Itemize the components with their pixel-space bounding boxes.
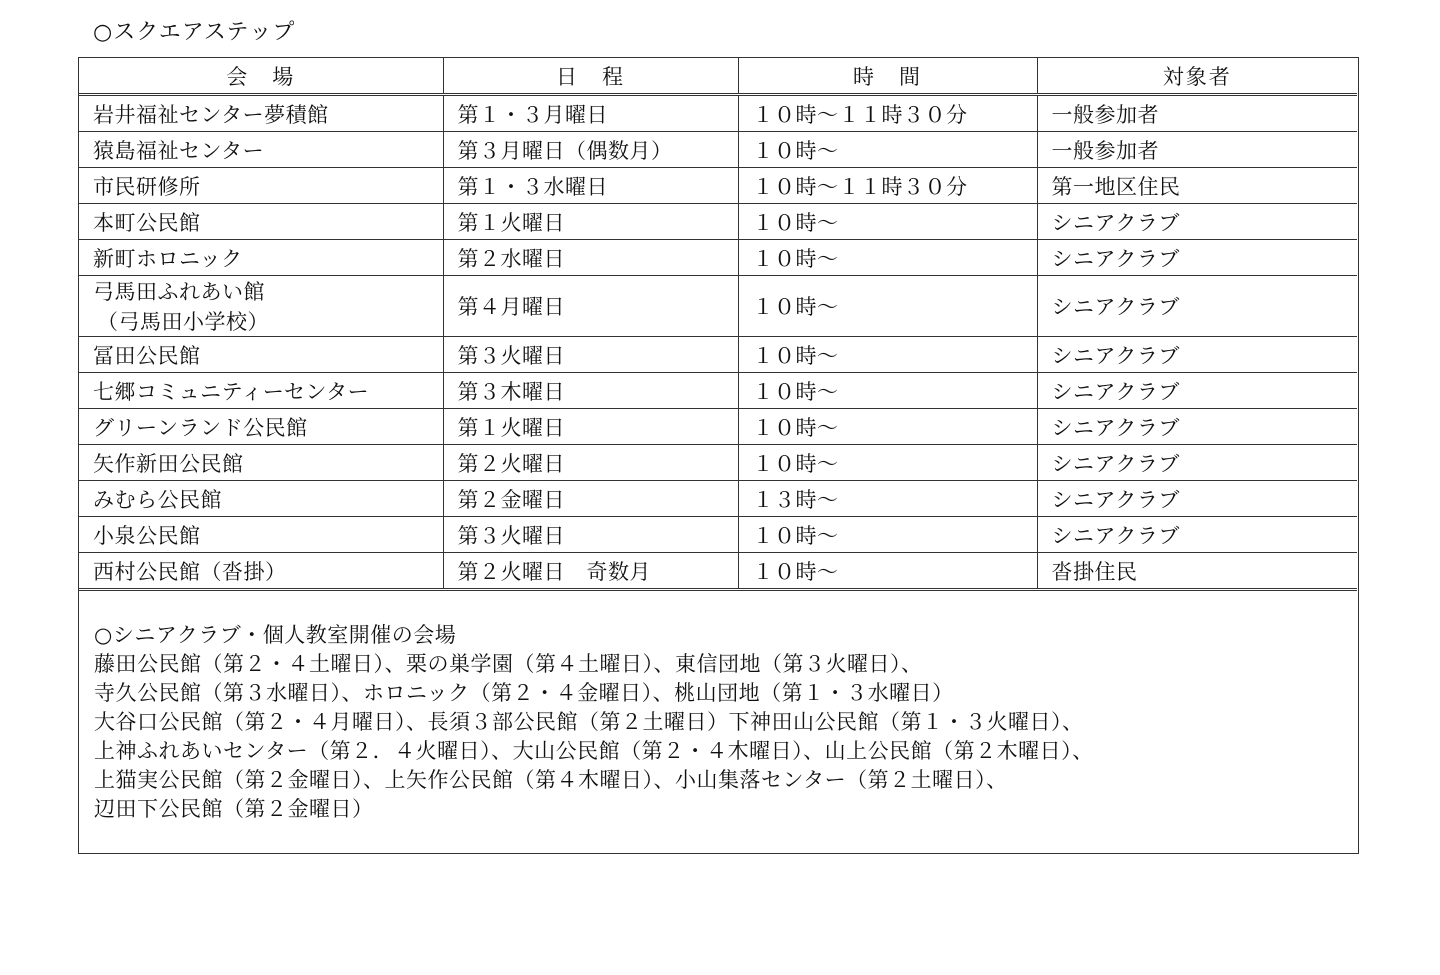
header-target: 対象者 (1037, 58, 1357, 95)
schedule-cell: 第１火曜日 (443, 409, 738, 445)
time-cell: １０時～ (738, 409, 1037, 445)
schedule-table (79, 58, 1357, 591)
venue-subname: （弓馬田小学校） (97, 310, 269, 334)
page-heading: ○スクエアステップ (93, 20, 296, 45)
notes-line: 大谷口公民館（第２・４月曜日）、長須３部公民館（第２土曜日）下神田山公民館（第１・３火曜日）、 (94, 710, 1084, 734)
time-cell: １３時～ (738, 481, 1037, 517)
target-cell: シニアクラブ (1037, 481, 1357, 517)
venue-cell (79, 168, 443, 204)
table-row (79, 409, 1357, 445)
header-venue: 会 場 (79, 58, 443, 95)
target-cell: シニアクラブ (1037, 337, 1357, 373)
venue-name: 弓馬田ふれあい館 (93, 280, 265, 304)
schedule-cell: 第１・３月曜日 (443, 95, 738, 132)
venue-name: グリーンランド公民館 (93, 415, 308, 440)
time-cell: １０時～ (738, 337, 1037, 373)
schedule-cell: 第１火曜日 (443, 204, 738, 240)
schedule-table-body (79, 95, 1357, 590)
venue-cell (79, 517, 443, 553)
venue-name: 猿島福祉センター (93, 138, 265, 163)
venue-cell (79, 553, 443, 590)
schedule-cell: 第３火曜日 (443, 337, 738, 373)
target-cell: シニアクラブ (1037, 445, 1357, 481)
table-header-row (79, 58, 1357, 95)
venue-name: みむら公民館 (93, 487, 222, 512)
table-row (79, 517, 1357, 553)
venue-name: 冨田公民館 (93, 343, 201, 368)
venue-name: 七郷コミュニティーセンター (93, 379, 370, 404)
time-cell: １０時～ (738, 276, 1037, 337)
target-cell: 沓掛住民 (1037, 553, 1357, 590)
time-cell: １０時～１１時３０分 (738, 95, 1037, 132)
table-row (79, 553, 1357, 590)
venue-cell (79, 204, 443, 240)
venue-name: 市民研修所 (93, 174, 201, 199)
schedule-cell: 第２水曜日 (443, 240, 738, 276)
time-cell: １０時～ (738, 373, 1037, 409)
target-cell: シニアクラブ (1037, 240, 1357, 276)
time-cell: １０時～ (738, 240, 1037, 276)
notes-line: 寺久公民館（第３水曜日）、ホロニック（第２・４金曜日）、桃山団地（第１・３水曜日） (94, 681, 954, 705)
venue-cell (79, 337, 443, 373)
time-cell: １０時～１１時３０分 (738, 168, 1037, 204)
table-row (79, 276, 1357, 337)
target-cell: 一般参加者 (1037, 95, 1357, 132)
time-cell: １０時～ (738, 204, 1037, 240)
notes-line: 上猫実公民館（第２金曜日）、上矢作公民館（第４木曜日）、小山集落センター（第２土曜日）、 (94, 768, 1008, 792)
venue-cell (79, 445, 443, 481)
time-cell: １０時～ (738, 132, 1037, 168)
schedule-cell: 第３火曜日 (443, 517, 738, 553)
venue-cell (79, 132, 443, 168)
venue-name: 矢作新田公民館 (93, 451, 244, 476)
target-cell: シニアクラブ (1037, 517, 1357, 553)
venue-cell (79, 409, 443, 445)
time-cell: １０時～ (738, 445, 1037, 481)
target-cell: 一般参加者 (1037, 132, 1357, 168)
header-time: 時 間 (738, 58, 1037, 95)
target-cell: シニアクラブ (1037, 204, 1357, 240)
notes-line: 藤田公民館（第２・４土曜日）、栗の巣学園（第４土曜日）、東信団地（第３火曜日）、 (94, 652, 923, 676)
table-row (79, 240, 1357, 276)
notes-title: ○シニアクラブ・個人教室開催の会場 (94, 623, 457, 647)
table-row (79, 337, 1357, 373)
table-row (79, 95, 1357, 132)
target-cell: シニアクラブ (1037, 276, 1357, 337)
target-cell: シニアクラブ (1037, 409, 1357, 445)
schedule-cell: 第４月曜日 (443, 276, 738, 337)
time-cell: １０時～ (738, 517, 1037, 553)
venue-cell (79, 95, 443, 132)
document-frame (78, 57, 1359, 854)
table-row (79, 204, 1357, 240)
venue-cell (79, 276, 443, 337)
venue-cell (79, 240, 443, 276)
venue-cell (79, 481, 443, 517)
header-schedule: 日 程 (443, 58, 738, 95)
table-row (79, 445, 1357, 481)
schedule-cell: 第２金曜日 (443, 481, 738, 517)
time-cell: １０時～ (738, 553, 1037, 590)
venue-cell (79, 373, 443, 409)
table-row (79, 481, 1357, 517)
schedule-cell: 第２火曜日 (443, 445, 738, 481)
venue-name: 小泉公民館 (93, 523, 201, 548)
target-cell: 第一地区住民 (1037, 168, 1357, 204)
schedule-cell: 第１・３水曜日 (443, 168, 738, 204)
venue-name: 新町ホロニック (93, 246, 243, 271)
table-row (79, 373, 1357, 409)
table-row (79, 168, 1357, 204)
notes-line: 上神ふれあいセンター（第２．４火曜日）、大山公民館（第２・４木曜日）、山上公民館（第２木曜日）、 (94, 739, 1094, 763)
schedule-cell: 第２火曜日 奇数月 (443, 553, 738, 590)
notes-section (94, 621, 1094, 824)
schedule-cell: 第３月曜日（偶数月） (443, 132, 738, 168)
venue-name: 西村公民館（沓掛） (93, 559, 287, 584)
target-cell: シニアクラブ (1037, 373, 1357, 409)
schedule-cell: 第３木曜日 (443, 373, 738, 409)
notes-line: 辺田下公民館（第２金曜日） (94, 797, 374, 821)
table-row (79, 132, 1357, 168)
venue-name: 本町公民館 (93, 210, 201, 235)
venue-name: 岩井福祉センター夢積館 (93, 102, 329, 127)
